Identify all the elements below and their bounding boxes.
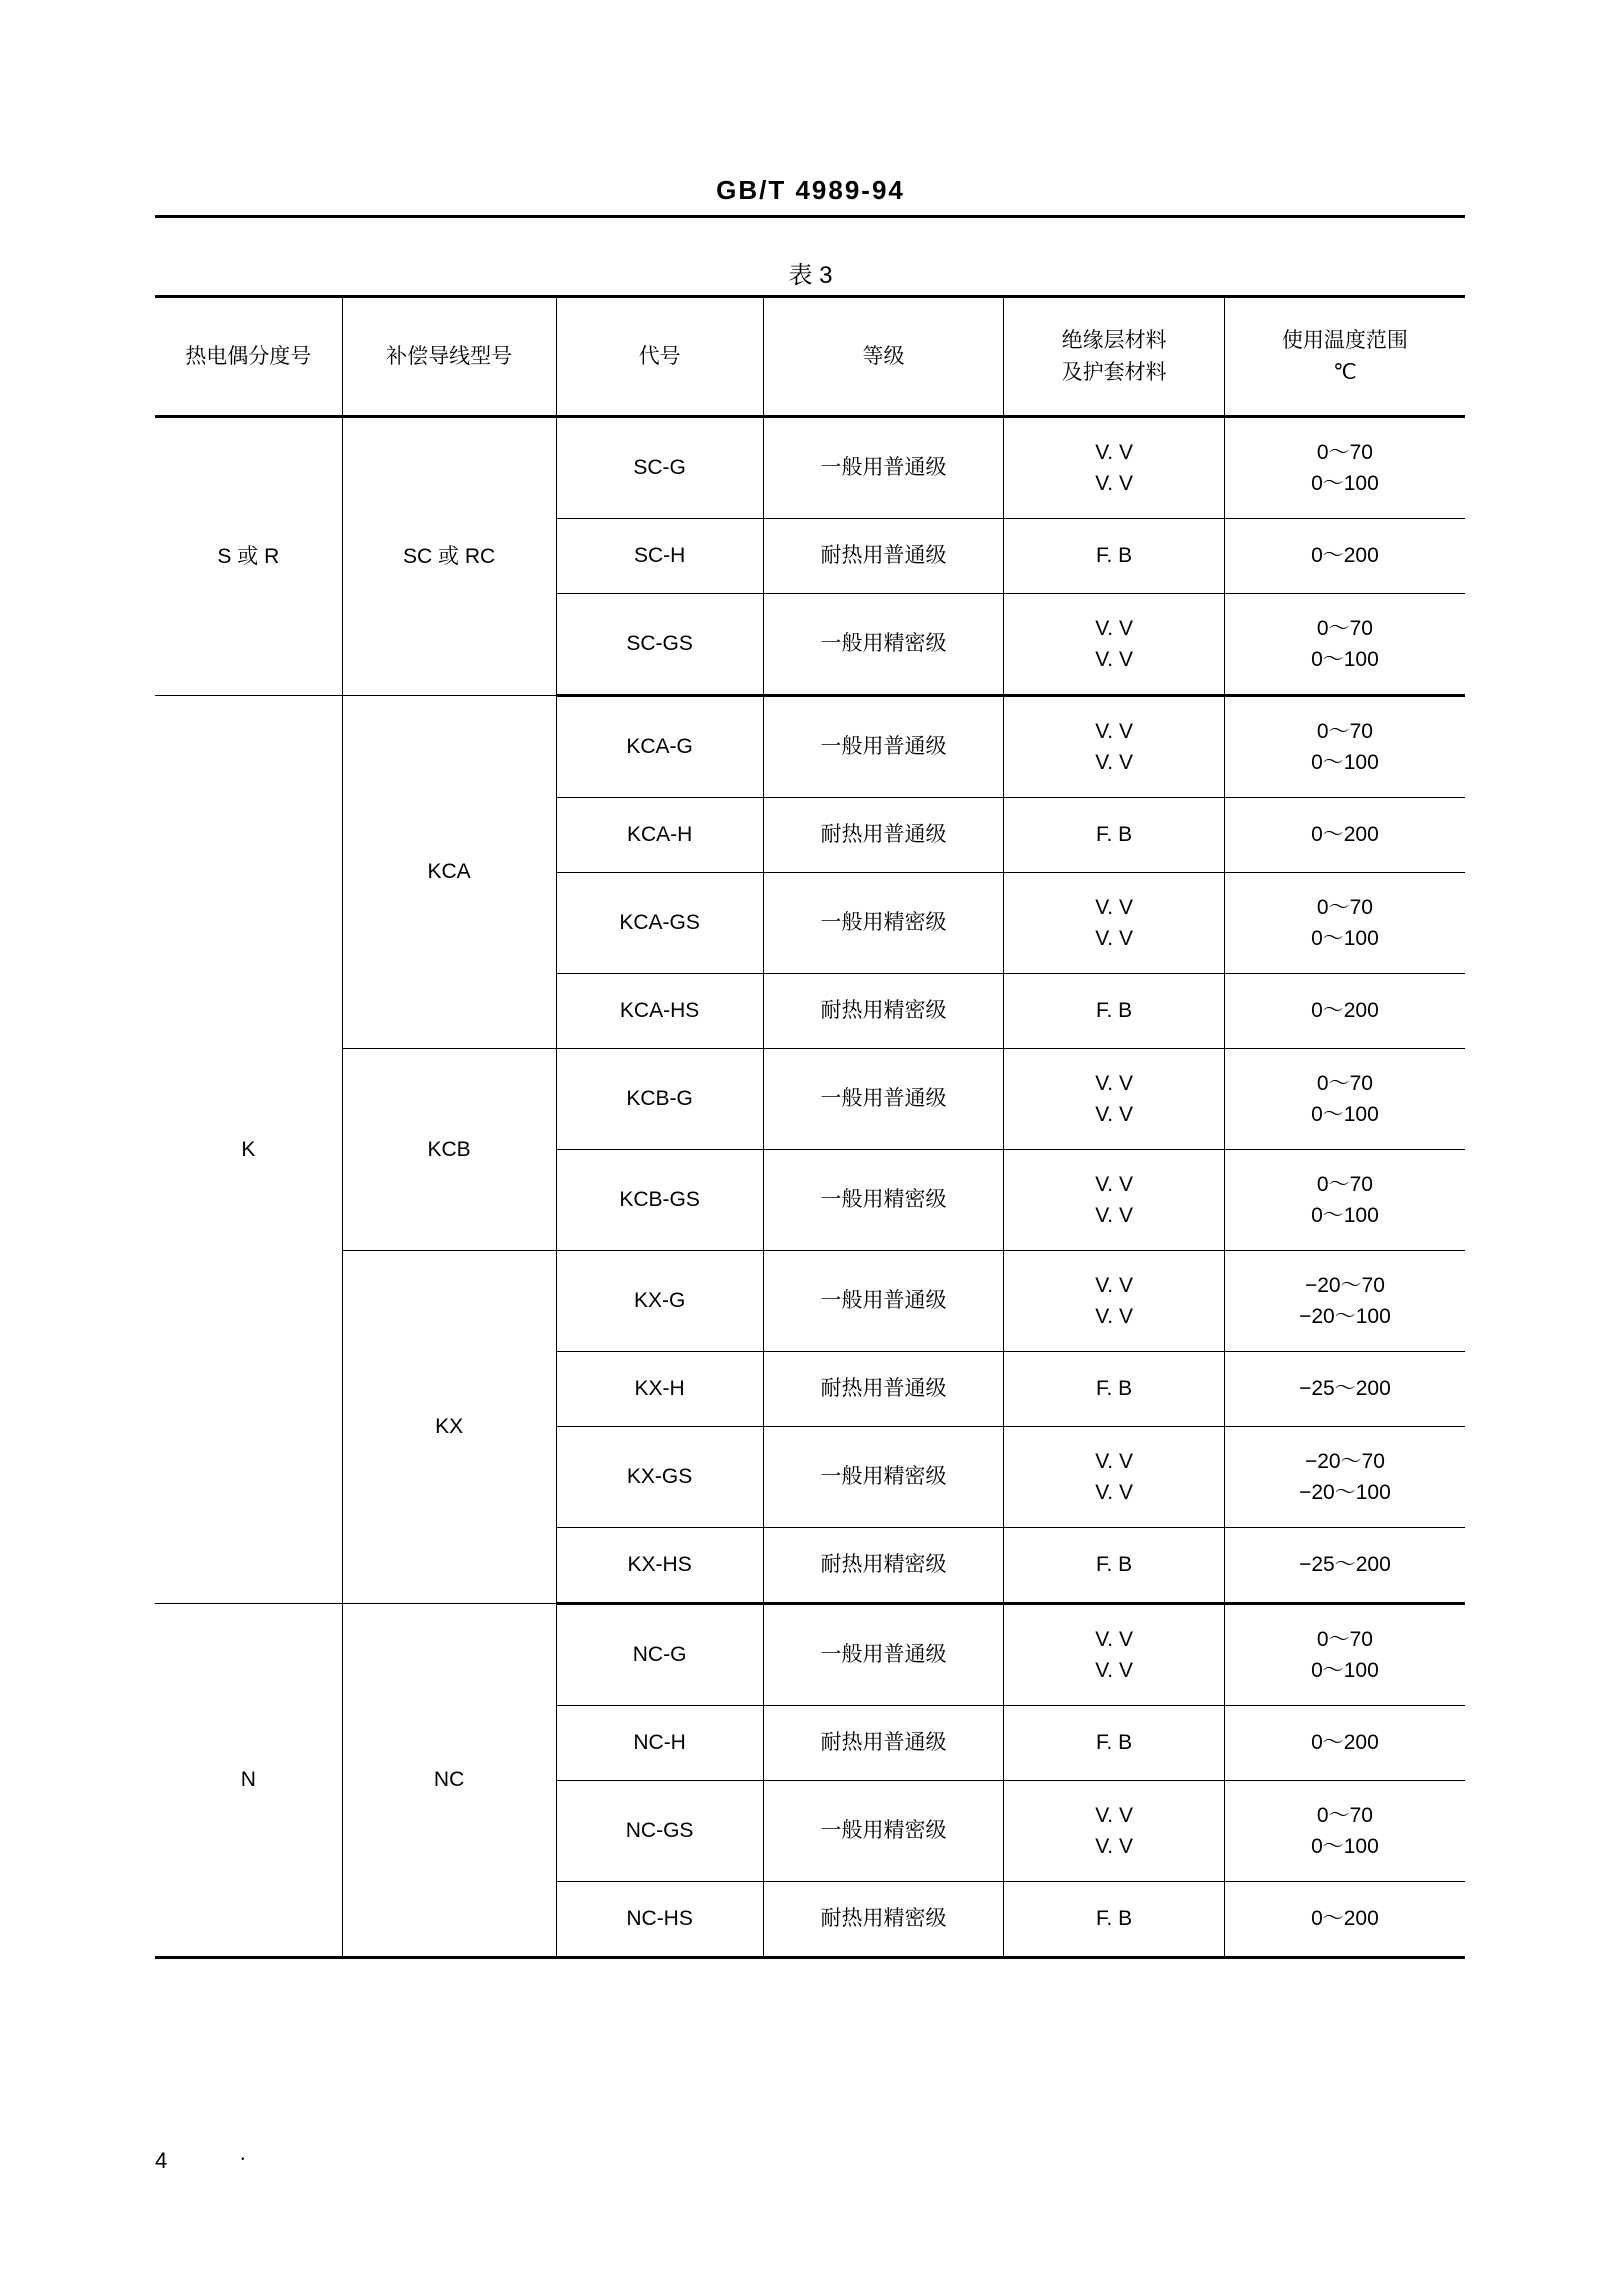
cell-grade-KX-HS: 耐热用精密级 bbox=[763, 1528, 1004, 1604]
cell-grade-KCA-H: 耐热用普通级 bbox=[763, 798, 1004, 873]
material-line1: V. V bbox=[1095, 1172, 1133, 1196]
cell-temp-KCA-GS bbox=[1224, 873, 1465, 974]
standard-number-header: GB/T 4989-94 bbox=[716, 175, 905, 205]
table-row bbox=[155, 417, 1465, 519]
cell-wiretype-SC-RC: SC 或 RC bbox=[342, 417, 556, 696]
cell-material-KCA-GS bbox=[1004, 873, 1225, 974]
temp-line1: 0～70 bbox=[1316, 1172, 1373, 1196]
cell-grade-NC-G: 一般用普通级 bbox=[763, 1604, 1004, 1706]
cell-code-KX-G: KX-G bbox=[556, 1251, 763, 1352]
compensating-wire-table bbox=[155, 295, 1465, 1959]
cell-code-KCA-HS: KCA-HS bbox=[556, 974, 763, 1049]
table-header-row bbox=[155, 297, 1465, 417]
cell-thermocouple-N: N bbox=[155, 1604, 342, 1958]
material-line2: V. V bbox=[1095, 648, 1133, 671]
cell-temp-NC-G bbox=[1224, 1604, 1465, 1706]
cell-wiretype-KCA: KCA bbox=[342, 696, 556, 1049]
temp-line2: 0～100 bbox=[1311, 927, 1379, 950]
temp-line2: −20～100 bbox=[1299, 1481, 1391, 1504]
cell-grade-SC-H: 耐热用普通级 bbox=[763, 519, 1004, 594]
cell-temp-KX-GS bbox=[1224, 1427, 1465, 1528]
cell-grade-KX-H: 耐热用普通级 bbox=[763, 1352, 1004, 1427]
temp-line2: 0～100 bbox=[1311, 1659, 1379, 1682]
material-line1: V. V bbox=[1095, 895, 1133, 919]
cell-temp-SC-GS bbox=[1224, 594, 1465, 696]
cell-grade-KX-GS: 一般用精密级 bbox=[763, 1427, 1004, 1528]
cell-grade-SC-GS: 一般用精密级 bbox=[763, 594, 1004, 696]
material-line2: V. V bbox=[1095, 751, 1133, 774]
cell-code-NC-G: NC-G bbox=[556, 1604, 763, 1706]
material-line1: V. V bbox=[1095, 719, 1133, 743]
temp-line1: 0～70 bbox=[1316, 1627, 1373, 1651]
temp-line2: 0～100 bbox=[1311, 472, 1379, 495]
cell-code-KCB-GS: KCB-GS bbox=[556, 1150, 763, 1251]
cell-material-KCB-G bbox=[1004, 1049, 1225, 1150]
temp-line1: −20～70 bbox=[1304, 1273, 1385, 1297]
material-line1: V. V bbox=[1095, 1803, 1133, 1827]
cell-material-KCA-HS: F. B bbox=[1004, 974, 1225, 1049]
cell-material-NC-GS bbox=[1004, 1781, 1225, 1882]
cell-material-KCA-G bbox=[1004, 696, 1225, 798]
cell-temp-KCA-G bbox=[1224, 696, 1465, 798]
cell-temp-NC-H: 0～200 bbox=[1224, 1706, 1465, 1781]
cell-code-NC-H: NC-H bbox=[556, 1706, 763, 1781]
temp-line2: 0～100 bbox=[1311, 1204, 1379, 1227]
header-grade: 等级 bbox=[763, 297, 1004, 417]
cell-material-NC-HS: F. B bbox=[1004, 1882, 1225, 1958]
cell-wiretype-KCB: KCB bbox=[342, 1049, 556, 1251]
cell-grade-NC-GS: 一般用精密级 bbox=[763, 1781, 1004, 1882]
cell-grade-KCB-GS: 一般用精密级 bbox=[763, 1150, 1004, 1251]
material-line2: V. V bbox=[1095, 1659, 1133, 1682]
material-line1: V. V bbox=[1095, 1449, 1133, 1473]
material-line2: V. V bbox=[1095, 1835, 1133, 1858]
table-body bbox=[155, 417, 1465, 1958]
header-thermocouple-type: 热电偶分度号 bbox=[155, 297, 342, 417]
material-line1: V. V bbox=[1095, 1627, 1133, 1651]
cell-material-KCA-H: F. B bbox=[1004, 798, 1225, 873]
cell-code-NC-HS: NC-HS bbox=[556, 1882, 763, 1958]
cell-code-KX-HS: KX-HS bbox=[556, 1528, 763, 1604]
table-row bbox=[155, 696, 1465, 798]
cell-temp-SC-H: 0～200 bbox=[1224, 519, 1465, 594]
cell-temp-KCB-G bbox=[1224, 1049, 1465, 1150]
header-wire-model: 补偿导线型号 bbox=[342, 297, 556, 417]
temp-line1: 0～70 bbox=[1316, 895, 1373, 919]
temp-line1: −20～70 bbox=[1304, 1449, 1385, 1473]
temp-line1: 0～70 bbox=[1316, 719, 1373, 743]
cell-code-KX-GS: KX-GS bbox=[556, 1427, 763, 1528]
cell-temp-KCA-H: 0～200 bbox=[1224, 798, 1465, 873]
cell-temp-SC-G bbox=[1224, 417, 1465, 519]
cell-material-NC-G bbox=[1004, 1604, 1225, 1706]
material-line1: V. V bbox=[1095, 1273, 1133, 1297]
cell-grade-SC-G: 一般用普通级 bbox=[763, 417, 1004, 519]
cell-material-SC-H: F. B bbox=[1004, 519, 1225, 594]
cell-code-SC-GS: SC-GS bbox=[556, 594, 763, 696]
temp-line1: 0～70 bbox=[1316, 1071, 1373, 1095]
material-line2: V. V bbox=[1095, 927, 1133, 950]
material-line2: V. V bbox=[1095, 1204, 1133, 1227]
header-temperature-line2: ℃ bbox=[1333, 360, 1357, 384]
cell-material-SC-G bbox=[1004, 417, 1225, 519]
material-line1: V. V bbox=[1095, 440, 1133, 464]
cell-temp-KCA-HS: 0～200 bbox=[1224, 974, 1465, 1049]
cell-code-KX-H: KX-H bbox=[556, 1352, 763, 1427]
cell-material-KX-HS: F. B bbox=[1004, 1528, 1225, 1604]
cell-code-KCA-H: KCA-H bbox=[556, 798, 763, 873]
page-number: 4 bbox=[155, 2148, 168, 2173]
cell-grade-KX-G: 一般用普通级 bbox=[763, 1251, 1004, 1352]
material-line2: V. V bbox=[1095, 1103, 1133, 1126]
cell-thermocouple-K: K bbox=[155, 696, 342, 1604]
cell-grade-NC-H: 耐热用普通级 bbox=[763, 1706, 1004, 1781]
material-line2: V. V bbox=[1095, 472, 1133, 495]
material-line1: V. V bbox=[1095, 616, 1133, 640]
cell-code-SC-G: SC-G bbox=[556, 417, 763, 519]
temp-line2: −20～100 bbox=[1299, 1305, 1391, 1328]
table-row bbox=[155, 1251, 1465, 1352]
cell-wiretype-NC: NC bbox=[342, 1604, 556, 1958]
temp-line1: 0～70 bbox=[1316, 440, 1373, 464]
cell-grade-KCA-G: 一般用普通级 bbox=[763, 696, 1004, 798]
cell-material-KX-H: F. B bbox=[1004, 1352, 1225, 1427]
header-temperature-line1: 使用温度范围 bbox=[1281, 329, 1408, 352]
cell-temp-KX-H: −25～200 bbox=[1224, 1352, 1465, 1427]
cell-code-KCA-G: KCA-G bbox=[556, 696, 763, 798]
header-code: 代号 bbox=[556, 297, 763, 417]
cell-grade-KCA-HS: 耐热用精密级 bbox=[763, 974, 1004, 1049]
cell-wiretype-KX: KX bbox=[342, 1251, 556, 1604]
material-line1: V. V bbox=[1095, 1071, 1133, 1095]
footer-dot: . bbox=[240, 2140, 246, 2165]
cell-code-KCA-GS: KCA-GS bbox=[556, 873, 763, 974]
temp-line2: 0～100 bbox=[1311, 648, 1379, 671]
cell-material-SC-GS bbox=[1004, 594, 1225, 696]
material-line2: V. V bbox=[1095, 1305, 1133, 1328]
cell-code-SC-H: SC-H bbox=[556, 519, 763, 594]
temp-line2: 0～100 bbox=[1311, 1103, 1379, 1126]
cell-material-KX-GS bbox=[1004, 1427, 1225, 1528]
temp-line1: 0～70 bbox=[1316, 616, 1373, 640]
cell-temp-KX-G bbox=[1224, 1251, 1465, 1352]
cell-material-KX-G bbox=[1004, 1251, 1225, 1352]
header-divider bbox=[155, 215, 1465, 218]
table-caption: 表 3 bbox=[788, 262, 833, 289]
cell-grade-KCA-GS: 一般用精密级 bbox=[763, 873, 1004, 974]
cell-grade-NC-HS: 耐热用精密级 bbox=[763, 1882, 1004, 1958]
table-row bbox=[155, 1049, 1465, 1150]
cell-thermocouple-S-R: S 或 R bbox=[155, 417, 342, 696]
temp-line2: 0～100 bbox=[1311, 751, 1379, 774]
cell-material-NC-H: F. B bbox=[1004, 1706, 1225, 1781]
cell-temp-KX-HS: −25～200 bbox=[1224, 1528, 1465, 1604]
header-insulation-material bbox=[1004, 297, 1225, 417]
cell-code-KCB-G: KCB-G bbox=[556, 1049, 763, 1150]
cell-material-KCB-GS bbox=[1004, 1150, 1225, 1251]
temp-line1: 0～70 bbox=[1316, 1803, 1373, 1827]
cell-temp-KCB-GS bbox=[1224, 1150, 1465, 1251]
table-row bbox=[155, 1604, 1465, 1706]
material-line2: V. V bbox=[1095, 1481, 1133, 1504]
temp-line2: 0～100 bbox=[1311, 1835, 1379, 1858]
header-temperature-range bbox=[1224, 297, 1465, 417]
cell-temp-NC-GS bbox=[1224, 1781, 1465, 1882]
header-insulation-line1: 绝缘层材料 bbox=[1061, 329, 1167, 352]
cell-temp-NC-HS: 0～200 bbox=[1224, 1882, 1465, 1958]
cell-grade-KCB-G: 一般用普通级 bbox=[763, 1049, 1004, 1150]
cell-code-NC-GS: NC-GS bbox=[556, 1781, 763, 1882]
header-insulation-line2: 及护套材料 bbox=[1061, 360, 1167, 384]
